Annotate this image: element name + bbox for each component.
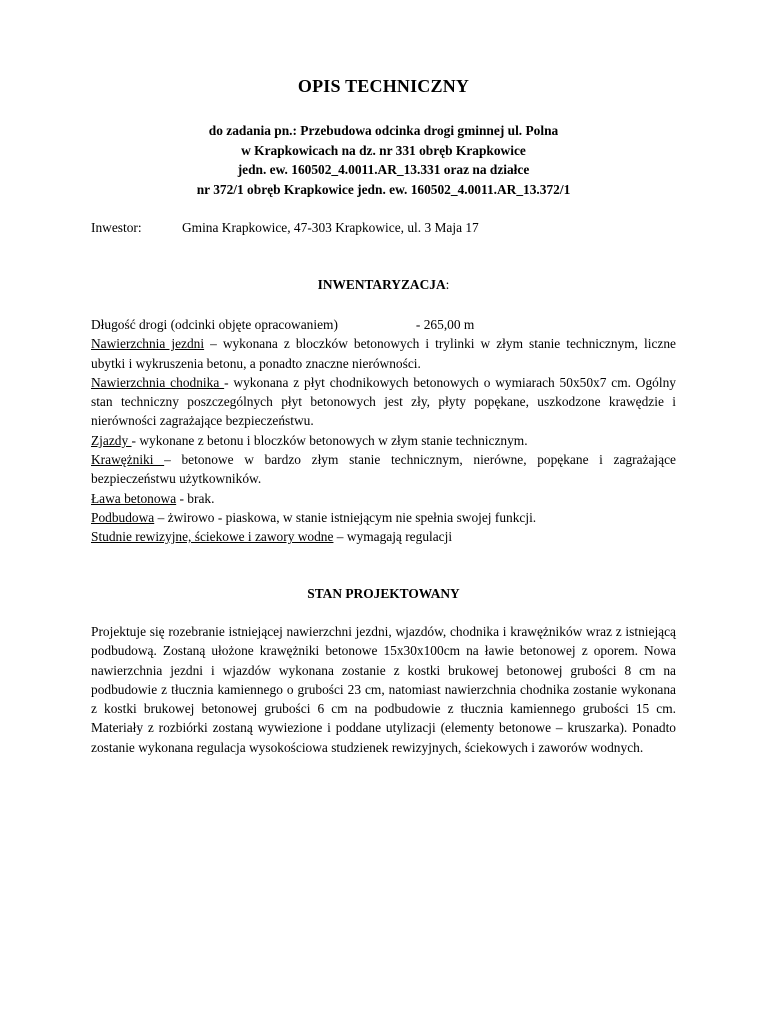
inventory-item [91,489,676,508]
subtitle-line: jedn. ew. 160502_4.0011.AR_13.331 oraz na działce [237,162,530,177]
inventory-item-text: - wykonane z betonu i bloczków betonowych w złym stanie technicznym. [131,432,528,448]
document-title: OPIS TECHNICZNY [297,76,470,96]
inventory-heading-colon: : [445,277,450,292]
inventory-item-text: – wykonana z bloczków betonowych i trylinki w złym stanie technicznym, liczne ubytki i wykruszenia betonu, a ponadto znaczne nierówności. [91,336,677,371]
inventory-item-text: - wykonana z płyt chodnikowych betonowych o wymiarach 50x50x7 cm. Ogólny stan techniczny poszczególnych płyt betonowych jest zły, płyty popękane, uszkodzone krawędzie i nierówności zagrażające bezpieczeństwu. [91,374,676,429]
investor-label: Inwestor: [91,220,142,235]
inventory-item [91,373,676,431]
inventory-item [91,431,676,450]
road-length-line [91,315,676,334]
inventory-heading [91,275,676,294]
document-subtitle [91,121,676,199]
inventory-item-term: Studnie rewizyjne, ściekowe i zawory wodne [91,529,334,545]
inventory-item [91,334,676,373]
inventory-item-term: Nawierzchnia chodnika [91,374,225,390]
investor-line [91,218,676,237]
inventory-item [91,450,676,489]
inventory-item-text: – wymagają regulacji [333,529,453,545]
design-paragraph: Projektuje się rozebranie istniejącej nawierzchni jezdni, wjazdów, chodnika i krawężników wraz z istniejącą podbudową. Zostaną ułożone krawężniki betonowe 15x30x100cm na ławie betonowej z oporem. Nowa nawierzchnia jezdni i wjazdów wykonana zostanie z kostki brukowej betonowej grubości 8 cm na podbudowie z tłucznia kamiennego o grubości 23 cm, natomiast nawierzchnia chodnika zostanie wykonana z kostki brukowej betonowej grubości 6 cm na podbudowie z tłucznia kamiennego grubości 15 cm. Materiały z rozbiórki zostaną wywiezione i poddane utylizacji (elementy betonowe – kruszarka). Ponadto zostanie wykonana regulacja wysokościowa studzienek rewizyjnych, ściekowych i zaworów wodnych. [91,624,676,755]
inventory-item [91,508,676,527]
inventory-item-term: Ława betonowa [91,490,177,506]
road-length-label: Długość drogi (odcinki objęte opracowaniem) [91,317,338,332]
design-heading: STAN PROJEKTOWANY [307,586,460,601]
road-length-value: - 265,00 m [415,317,475,332]
inventory-item-term: Krawężniki [91,452,165,468]
subtitle-line: do zadania pn.: Przebudowa odcinka drogi gminnej ul. Polna [208,123,559,138]
inventory-item-text: - brak. [176,490,215,506]
inventory-item-term: Podbudowa [91,509,155,525]
inventory-section [91,315,676,547]
inventory-item-term: Zjazdy [91,432,132,448]
investor-value: Gmina Krapkowice, 47-303 Krapkowice, ul. 3 Maja 17 [182,220,479,235]
inventory-item-text: – żwirowo - piaskowa, w stanie istniejącym nie spełnia swojej funkcji. [154,509,537,525]
inventory-item [91,527,676,546]
inventory-item-term: Nawierzchnia jezdni [91,336,205,352]
inventory-item-text: – betonowe w bardzo złym stanie technicznym, nierówne, popękane i zagrażające bezpieczeństwu użytkowników. [91,452,676,487]
subtitle-line: w Krapkowicach na dz. nr 331 obręb Krapkowice [241,142,526,158]
inventory-heading-text: INWENTARYZACJA [317,277,446,292]
subtitle-line: nr 372/1 obręb Krapkowice jedn. ew. 160502_4.0011.AR_13.372/1 [196,181,571,197]
